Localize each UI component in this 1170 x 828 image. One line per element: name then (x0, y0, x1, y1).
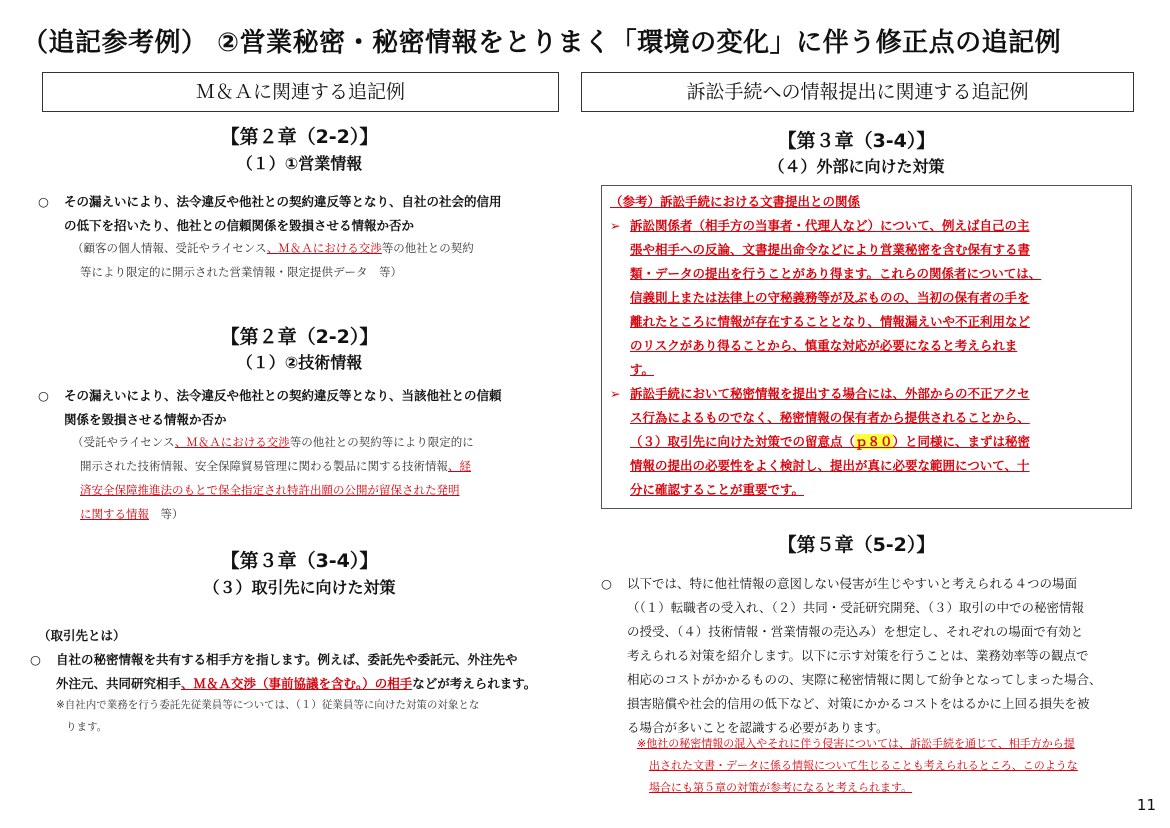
right-s2-note-line: ※他社の秘密情報の混入やそれに伴う侵害については、訴訟手続を通じて、相手方から提 (637, 737, 1075, 750)
a1-line (630, 310, 1123, 334)
right-s2-line: 相応のコストがかかるものの、実際に秘密情報に関して紛争となってしまった場合、 (627, 672, 1102, 687)
left-s3-chapter: 【第３章（3-4）】 (220, 550, 379, 572)
right-header: 訴訟手続への情報提出に関連する追記例 (581, 72, 1134, 112)
left-s1-bullet-para (38, 190, 578, 238)
right-s2-line: の授受、（４）技術情報・営業情報の売込み）を想定し、それぞれの場面で有効と (627, 624, 1084, 639)
a1-line-text: す。 (630, 362, 655, 377)
left-s3-text2b: 、Ｍ＆Ａ交渉（事前協議を含む。）の相手 (181, 676, 413, 691)
a1-line-text: 張や相手への反論、文書提出命令などにより営業秘密を含む保有する書 (630, 242, 1031, 257)
left-s1-sub: （１）①営業情報 (236, 154, 363, 173)
reference-box-title: （参考）訴訟手続における文書提出との関係 (610, 194, 861, 209)
a1-line (630, 262, 1123, 286)
right-s2-chapter: 【第５章（5-2）】 (777, 534, 936, 556)
page-ref-highlight: ｐ８０ (855, 434, 893, 449)
a2-line5: 分に確認することが重要です。 (630, 482, 805, 497)
a1-line-text: 離れたところに情報が存在することとなり、情報漏えいや不正利用など (630, 314, 1031, 329)
left-s1-note2: 等により限定的に開示された営業情報・限定提供データ 等） (80, 265, 402, 279)
a1-line (630, 334, 1123, 358)
left-s2-text2: 関係を毀損させる情報か否か (64, 412, 227, 427)
a2-line3a: （３）取引先に向けた対策での留意点（ (630, 434, 856, 449)
left-header: Ｍ＆Ａに関連する追記例 (42, 72, 559, 112)
left-s1-note1c: 等の他社との契約 (381, 241, 474, 255)
left-s3-text1: 自社の秘密情報を共有する相手方を指します。例えば、委託先や委託元、外注先や (56, 652, 518, 667)
a2-line3b: ）と同様に、まずは秘密 (892, 434, 1031, 449)
bullet-circle: ○ (38, 388, 49, 403)
a1-line (630, 286, 1123, 310)
right-s2-note-line: 出された文書・データに係る情報について生じることも考えられるところ、このような (649, 759, 1078, 772)
left-s2-bullet-para (38, 384, 578, 432)
right-s2-lines (601, 572, 1141, 740)
a1-line-text: 信義則上または法律上の守秘義務等が及ぶものの、当初の保有者の手を (630, 290, 1030, 305)
left-s2-note2a: 開示された技術情報、安全保障貿易管理に関わる製品に関する技術情報 (80, 459, 448, 473)
a1-line-text: 類・データの提出を行うことがあり得ます。これらの関係者については、 (630, 266, 1042, 281)
left-s1-text2: の低下を招いたり、他社との信頼関係を毀損させる情報か否か (64, 218, 415, 233)
a1-line-text: のリスクがあり得ることから、慎重な対応が必要になると考えられま (630, 338, 1018, 353)
left-s2-note2b: 、経 (448, 459, 471, 473)
left-s2-note4b: 等） (149, 507, 184, 521)
left-s2-note3: 済安全保障推進法のもとで保全指定され特許出願の公開が留保された発明 (80, 483, 460, 497)
left-s1-note1a: （顧客の個人情報、受託やライセンス (72, 241, 267, 255)
left-s2-note1c: 等の他社との契約等により限定的に (289, 435, 474, 449)
right-s1-sub: （４）外部に向けた対策 (768, 157, 945, 176)
left-s3-note (56, 694, 576, 738)
left-s3-heading: （取引先とは） (38, 628, 126, 643)
a2-line1: 訴訟手続において秘密情報を提出する場合には、外部からの不正アクセ (630, 386, 1030, 401)
bullet-circle: ○ (30, 652, 41, 667)
right-s2-para (601, 572, 1141, 740)
left-s3-note1: ※自社内で業務を行う委託先従業員等については、（１）従業員等に向けた対策の対象とな (56, 699, 480, 711)
arrow-item-1 (610, 214, 1123, 382)
right-s2-line: （（１）転職者の受入れ、（２）共同・受託研究開発、（３）取引の中での秘密情報 (627, 600, 1085, 615)
reference-box (601, 185, 1132, 509)
left-s3-sub: （３）取引先に向けた対策 (203, 578, 396, 597)
a1-line-text: 訴訟関係者（相手方の当事者・代理人など）について、例えば自己の主 (630, 218, 1030, 233)
arrow-icon: ➢ (610, 218, 621, 233)
left-s3-text2a: 外注元、共同研究相手 (56, 676, 182, 691)
right-s1-chapter: 【第３章（3-4）】 (777, 130, 936, 152)
left-s3-bullet-para (30, 648, 578, 696)
right-s2-line: 考えられる対策を紹介します。以下に示す対策を行うことは、業務効率等の観点で (627, 648, 1089, 663)
arrow-icon: ➢ (610, 386, 621, 401)
a1-line (630, 238, 1123, 262)
left-s2-note4a: に関する情報 (80, 507, 149, 521)
left-s1-note (72, 236, 572, 284)
right-s2-line: る場合が多いことを認識する必要があります。 (627, 720, 889, 735)
left-s2-note1b: 、Ｍ＆Ａにおける交渉 (174, 435, 290, 449)
left-s2-sub: （１）②技術情報 (236, 353, 363, 372)
bullet-circle: ○ (601, 576, 612, 591)
arrow-item-2 (610, 382, 1123, 502)
left-s3-note2: ります。 (66, 721, 108, 733)
bullet-circle: ○ (38, 194, 49, 209)
right-s2-note-line: 場合にも第５章の対策が参考になると考えられます。 (649, 781, 913, 794)
left-s2-note (72, 430, 572, 526)
page-number: 11 (1136, 796, 1156, 814)
left-s3-text2c: などが考えられます。 (412, 676, 537, 691)
a1-line (610, 214, 1123, 238)
a2-line4: 情報の提出の必要性をよく検討し、提出が真に必要な範囲について、十 (630, 458, 1030, 473)
left-s2-chapter: 【第２章（2-2）】 (220, 326, 379, 348)
right-s2-line: 損害賠償や社会的信用の低下など、対策にかかるコストをはるかに上回る損失を被 (627, 696, 1090, 711)
right-s2-note (637, 733, 1137, 799)
left-s1-note1b: 、Ｍ＆Ａにおける交渉 (266, 241, 382, 255)
a1-line (630, 358, 1123, 382)
right-s2-note-lines (637, 733, 1137, 799)
a2-line2: ス行為によるものでなく、秘密情報の保有者から提供されることから、 (630, 410, 1030, 425)
left-s2-note1a: （受託やライセンス (72, 435, 175, 449)
left-s2-text1: その漏えいにより、法令違反や他社との契約違反等となり、当該他社との信頼 (64, 388, 502, 403)
left-s1-chapter: 【第２章（2-2）】 (220, 126, 379, 148)
left-s1-text1: その漏えいにより、法令違反や他社との契約違反等となり、自社の社会的信用 (64, 194, 502, 209)
page-title: （追記参考例） ②営業秘密・秘密情報をとりまく「環境の変化」に伴う修正点の追記例 (22, 28, 1062, 58)
right-s2-line: 以下では、特に他社情報の意図しない侵害が生じやすいと考えられる４つの場面 (627, 576, 1078, 591)
